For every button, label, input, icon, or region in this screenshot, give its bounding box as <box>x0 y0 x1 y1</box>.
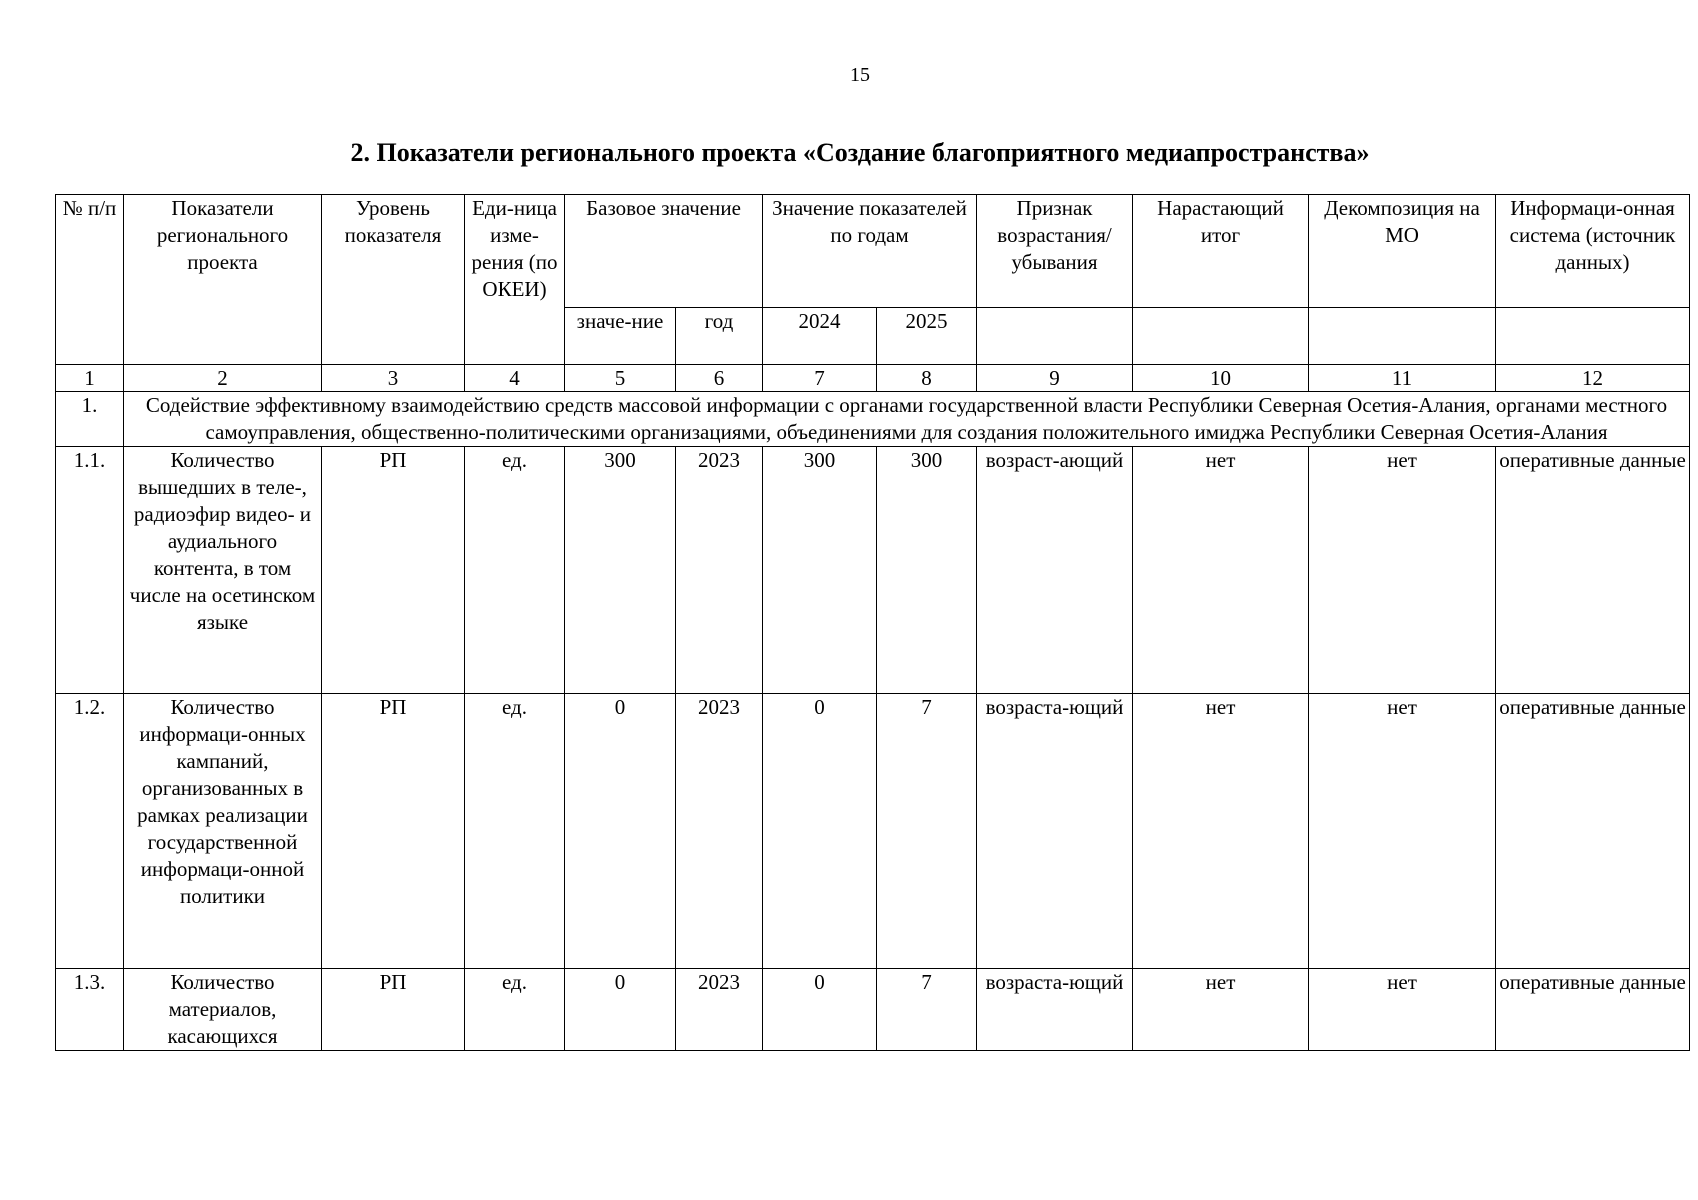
row-base-value: 0 <box>565 694 676 969</box>
row-base-value: 0 <box>565 969 676 1051</box>
row-unit: ед. <box>465 694 565 969</box>
header-empty-cell <box>1309 308 1496 365</box>
header-row <box>56 195 1690 308</box>
table-row <box>56 694 1690 969</box>
header-year-2025: 2025 <box>877 308 977 365</box>
row-value-2025: 7 <box>877 694 977 969</box>
row-decomposition: нет <box>1309 969 1496 1051</box>
row-base-year: 2023 <box>676 447 763 694</box>
row-value-2024: 0 <box>763 694 877 969</box>
header-level: Уровень показателя <box>322 195 465 365</box>
column-number: 7 <box>763 365 877 392</box>
header-trend: Признак возрастания/ убывания <box>977 195 1133 308</box>
row-indicator: Количество материалов, касающихся <box>124 969 322 1051</box>
header-num: № п/п <box>56 195 124 365</box>
row-value-2025: 300 <box>877 447 977 694</box>
row-decomposition: нет <box>1309 447 1496 694</box>
column-number: 3 <box>322 365 465 392</box>
column-number-row <box>56 365 1690 392</box>
column-number: 5 <box>565 365 676 392</box>
header-cumulative: Нарастающий итог <box>1133 195 1309 308</box>
header-base: Базовое значение <box>565 195 763 308</box>
row-decomposition: нет <box>1309 694 1496 969</box>
indicators-table <box>55 194 1690 1051</box>
row-info-system: оперативные данные <box>1496 969 1690 1051</box>
row-num: 1.3. <box>56 969 124 1051</box>
row-base-year: 2023 <box>676 969 763 1051</box>
header-unit: Еди-ница изме-рения (по ОКЕИ) <box>465 195 565 365</box>
header-empty-cell <box>1133 308 1309 365</box>
header-info-system: Информаци-онная система (источник данных) <box>1496 195 1690 308</box>
row-base-value: 300 <box>565 447 676 694</box>
row-indicator: Количество вышедших в теле-, радиоэфир видео- и аудиального контента, в том числе на осетинском языке <box>124 447 322 694</box>
row-cumulative: нет <box>1133 447 1309 694</box>
column-number: 4 <box>465 365 565 392</box>
row-value-2025: 7 <box>877 969 977 1051</box>
page-number: 15 <box>850 64 870 86</box>
table-row <box>56 447 1690 694</box>
row-level: РП <box>322 694 465 969</box>
section-row <box>56 392 1690 447</box>
row-value-2024: 300 <box>763 447 877 694</box>
column-number: 11 <box>1309 365 1496 392</box>
section-num: 1. <box>56 392 124 447</box>
row-base-year: 2023 <box>676 694 763 969</box>
header-base-value: значе-ние <box>565 308 676 365</box>
row-unit: ед. <box>465 447 565 694</box>
row-value-2024: 0 <box>763 969 877 1051</box>
table-row <box>56 969 1690 1051</box>
page-title: 2. Показатели регионального проекта «Создание благоприятного медиапространства» <box>350 138 1370 167</box>
row-unit: ед. <box>465 969 565 1051</box>
column-number: 9 <box>977 365 1133 392</box>
column-number: 1 <box>56 365 124 392</box>
row-num: 1.1. <box>56 447 124 694</box>
column-number: 12 <box>1496 365 1690 392</box>
column-number: 2 <box>124 365 322 392</box>
row-cumulative: нет <box>1133 694 1309 969</box>
section-text: Содействие эффективному взаимодействию средств массовой информации с органами государственной власти Республики Северная Осетия-Алания, органами местного самоуправления, общественно-политическими организациями, объединениями для создания положительного имиджа Республики Северная Осетия-Алания <box>124 392 1690 447</box>
row-indicator: Количество информаци-онных кампаний, организованных в рамках реализации государственной информаци-онной политики <box>124 694 322 969</box>
column-number: 10 <box>1133 365 1309 392</box>
header-indicator: Показатели регионального проекта <box>124 195 322 365</box>
row-info-system: оперативные данные <box>1496 447 1690 694</box>
row-trend: возраста-ющий <box>977 969 1133 1051</box>
row-level: РП <box>322 447 465 694</box>
header-year-2024: 2024 <box>763 308 877 365</box>
row-num: 1.2. <box>56 694 124 969</box>
header-empty-cell <box>1496 308 1690 365</box>
row-level: РП <box>322 969 465 1051</box>
header-decomposition: Декомпозиция на МО <box>1309 195 1496 308</box>
row-cumulative: нет <box>1133 969 1309 1051</box>
header-base-year: год <box>676 308 763 365</box>
row-info-system: оперативные данные <box>1496 694 1690 969</box>
column-number: 8 <box>877 365 977 392</box>
row-trend: возраст-ающий <box>977 447 1133 694</box>
row-trend: возраста-ющий <box>977 694 1133 969</box>
column-number: 6 <box>676 365 763 392</box>
header-values-by-year: Значение показателей по годам <box>763 195 977 308</box>
header-empty-cell <box>977 308 1133 365</box>
